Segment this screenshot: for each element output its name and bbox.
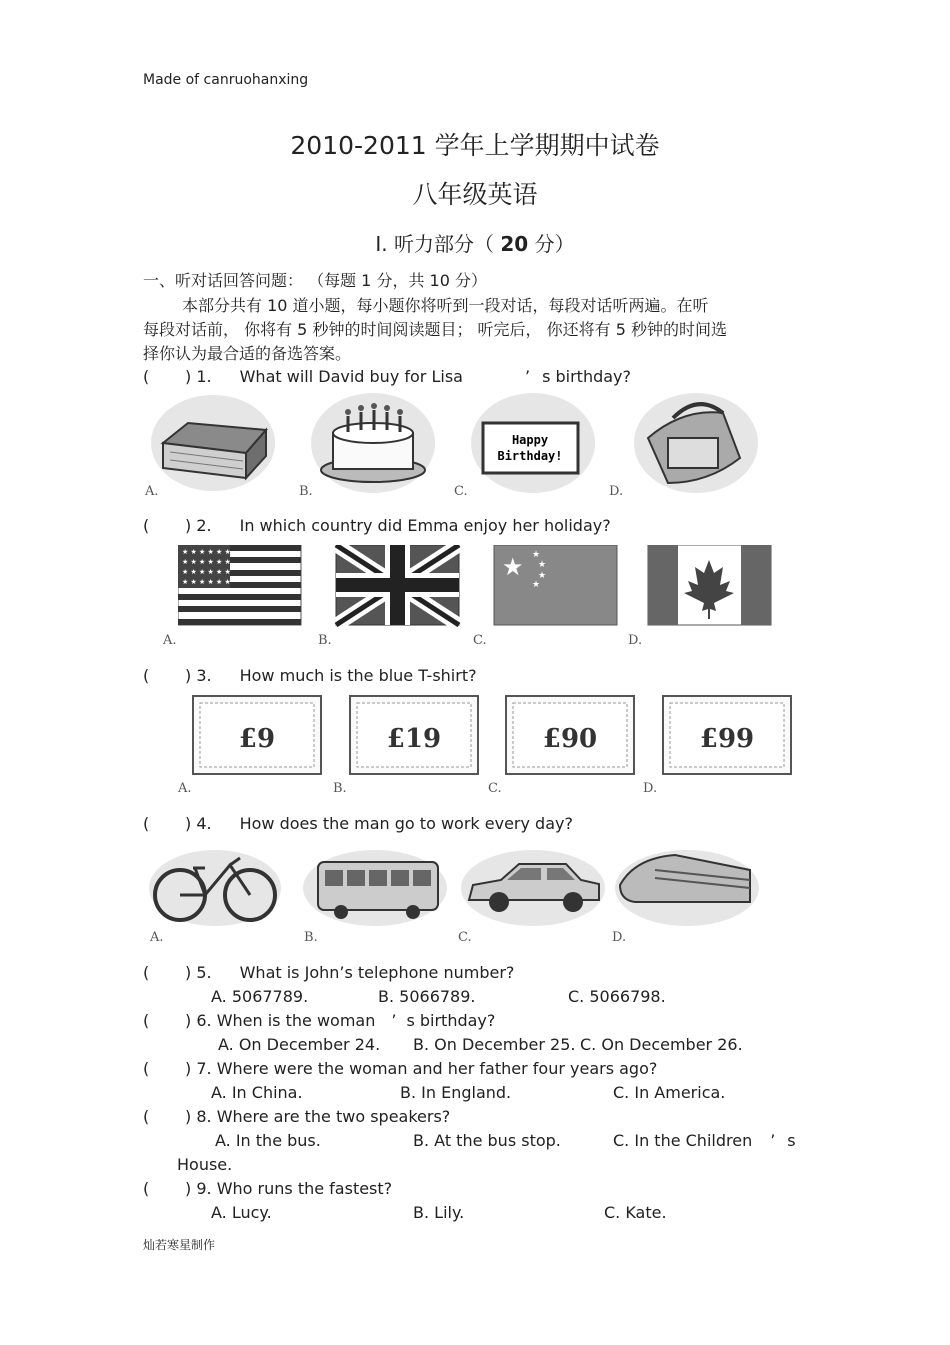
question-5: ( ) 5. What is John’s telephone number? <box>143 963 515 982</box>
pic-label-a: A. <box>150 930 164 945</box>
q9-option-a: A. Lucy. <box>211 1203 272 1222</box>
q8-option-a: A. In the bus. <box>215 1131 321 1150</box>
q7-option-a: A. In China. <box>211 1083 303 1102</box>
pic-label-d: D. <box>643 781 658 796</box>
bag-icon <box>634 393 758 493</box>
pic-label-c: C. <box>473 633 487 648</box>
q6-option-c: C. On December 26. <box>580 1035 743 1054</box>
svg-text:Happy: Happy <box>511 433 549 447</box>
usa-flag-icon <box>178 545 301 625</box>
pic-label-c: C. <box>488 781 502 796</box>
book-icon <box>151 395 275 491</box>
pic-label-a: A. <box>145 484 159 499</box>
question-2: ( ) 2. In which country did Emma enjoy her holiday? <box>143 516 611 535</box>
q9-option-b: B. Lily. <box>413 1203 465 1222</box>
pic-label-c: C. <box>458 930 472 945</box>
section-title: I. 听力部分（ 20 分） <box>375 232 575 256</box>
china-flag-icon <box>494 545 617 625</box>
price-tag-b <box>350 696 478 774</box>
svg-text:★ ★ ★ ★ ★ ★: ★ ★ ★ ★ ★ ★ <box>182 548 231 556</box>
instruction-line-2: 每段对话前， 你将有 5 秒钟的时间阅读题目； 听完后， 你还将有 5 秒钟的时间选 <box>143 320 727 339</box>
uk-flag-icon <box>336 545 459 625</box>
pic-label-d: D. <box>609 484 624 499</box>
svg-text:£90: £90 <box>542 724 598 754</box>
question-2-pictures <box>178 545 778 633</box>
instruction-line-3: 择你认为最合适的备选答案。 <box>143 344 352 363</box>
watermark-text: Made of canruohanxing <box>143 72 309 88</box>
car-icon <box>461 850 605 926</box>
svg-text:★: ★ <box>532 580 541 590</box>
q7-option-c: C. In America. <box>613 1083 726 1102</box>
svg-text:£99: £99 <box>699 724 755 754</box>
q7-option-b: B. In England. <box>400 1083 512 1102</box>
exam-subtitle: 八年级英语 <box>412 180 538 209</box>
pic-label-d: D. <box>612 930 627 945</box>
question-8: ( ) 8. Where are the two speakers? <box>143 1107 451 1126</box>
footer-text: 灿若寒星制作 <box>143 1238 216 1252</box>
pic-label-d: D. <box>628 633 643 648</box>
instruction-line-1: 本部分共有 10 道小题，每小题你将听到一段对话，每段对话听两遍。在听 <box>182 296 709 315</box>
svg-text:★: ★ <box>502 553 524 581</box>
bus-icon <box>303 850 447 926</box>
svg-text:★: ★ <box>538 560 547 570</box>
svg-text:Birthday!: Birthday! <box>497 449 563 463</box>
pic-label-c: C. <box>454 484 468 499</box>
pic-label-b: B. <box>333 781 347 796</box>
q5-option-b: B. 5066789. <box>378 987 476 1006</box>
svg-text:£19: £19 <box>386 724 442 754</box>
q6-option-b: B. On December 25. <box>413 1035 576 1054</box>
q8-option-b: B. At the bus stop. <box>413 1131 561 1150</box>
question-9: ( ) 9. Who runs the fastest? <box>143 1179 393 1198</box>
pic-label-a: A. <box>178 781 192 796</box>
card-icon <box>471 393 595 493</box>
q6-option-a: A. On December 24. <box>218 1035 381 1054</box>
svg-text:★: ★ <box>532 550 541 560</box>
cake-icon <box>311 393 435 493</box>
svg-text:£9: £9 <box>238 724 276 754</box>
question-4: ( ) 4. How does the man go to work every day? <box>143 814 573 833</box>
pic-label-b: B. <box>304 930 318 945</box>
q5-option-c: C. 5066798. <box>568 987 666 1006</box>
exam-title: 2010-2011 学年上学期期中试卷 <box>290 131 660 160</box>
bicycle-icon <box>149 850 281 926</box>
train-icon <box>615 850 759 926</box>
pic-label-b: B. <box>299 484 313 499</box>
question-3: ( ) 3. How much is the blue T-shirt? <box>143 666 477 685</box>
question-7: ( ) 7. Where were the woman and her father four years ago? <box>143 1059 658 1078</box>
q9-option-c: C. Kate. <box>604 1203 667 1222</box>
question-1-pictures <box>148 388 788 503</box>
pic-label-a: A. <box>163 633 177 648</box>
question-1: ( ) 1. What will David buy for Lisa ’ s birthday? <box>143 367 631 386</box>
part-heading: 一、听对话回答问题： （每题 1 分，共 10 分） <box>143 271 487 290</box>
price-tag-a <box>193 696 321 774</box>
q8-option-c-continued: House. <box>177 1155 233 1174</box>
price-tag-c <box>506 696 634 774</box>
question-4-pictures <box>145 840 765 930</box>
q8-option-c: C. In the Children ’ s <box>613 1131 796 1150</box>
svg-text:★ ★ ★ ★ ★ ★: ★ ★ ★ ★ ★ ★ <box>182 558 231 566</box>
question-6: ( ) 6. When is the woman ’ s birthday? <box>143 1011 496 1030</box>
pic-label-b: B. <box>318 633 332 648</box>
price-tag-d <box>663 696 791 774</box>
svg-text:★: ★ <box>538 571 547 581</box>
svg-text:★ ★ ★ ★ ★ ★: ★ ★ ★ ★ ★ ★ <box>182 578 231 586</box>
q5-option-a: A. 5067789. <box>211 987 309 1006</box>
question-3-pictures <box>192 695 797 780</box>
canada-flag-icon <box>648 545 771 625</box>
svg-text:★ ★ ★ ★ ★ ★: ★ ★ ★ ★ ★ ★ <box>182 568 231 576</box>
